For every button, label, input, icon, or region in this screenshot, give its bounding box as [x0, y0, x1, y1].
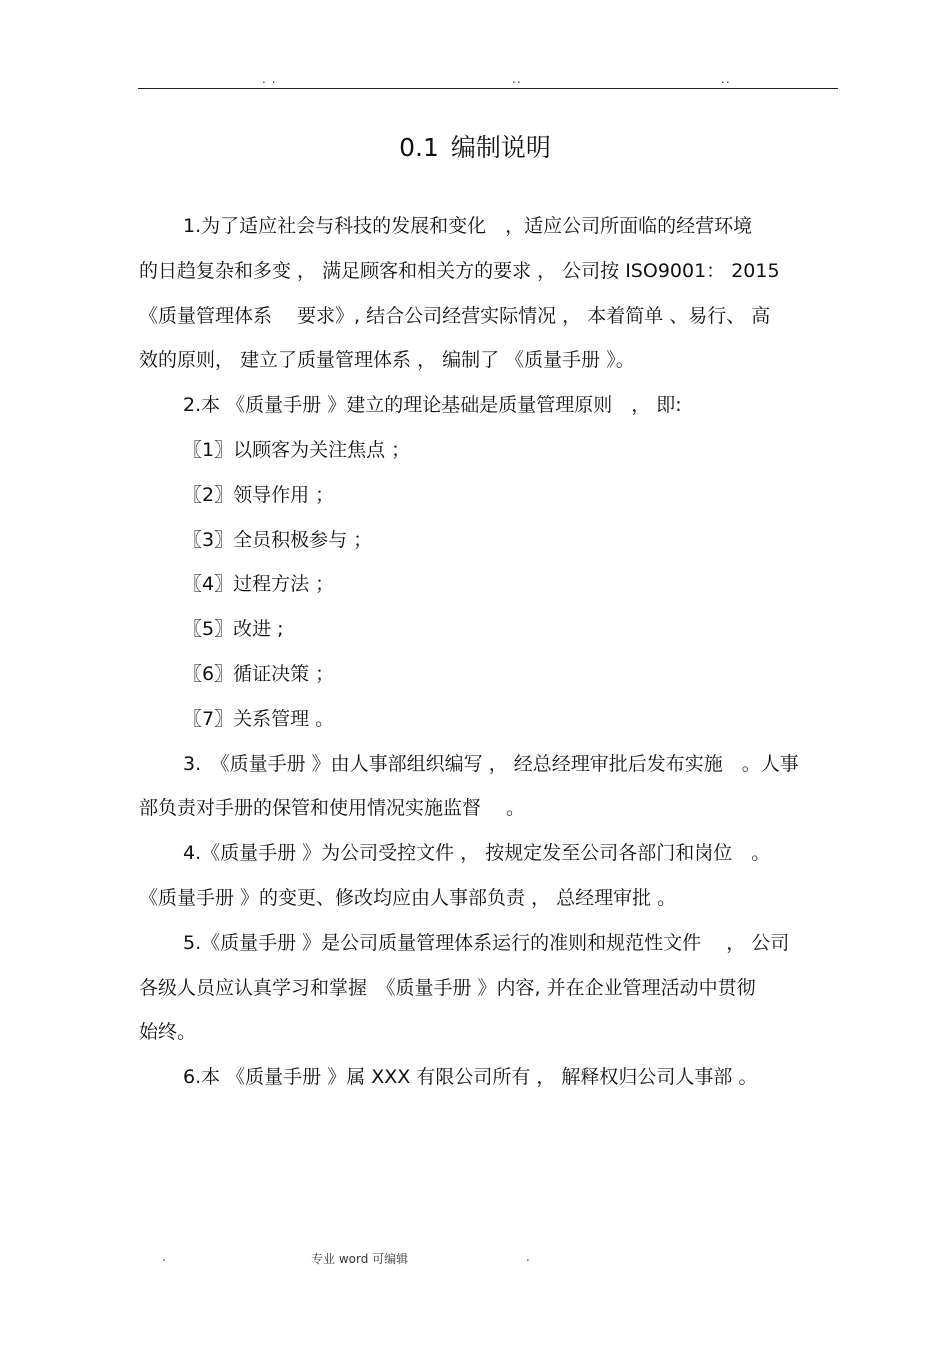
para5-line1: 5.《质量手册 》是公司质量管理体系运行的准则和规范性文件 ， 公司: [183, 931, 790, 954]
principle-item: 〖1〗以顾客为关注焦点 ；: [183, 438, 411, 461]
header-rule: [138, 88, 838, 89]
footer-text: 专业 word 可编辑: [311, 1252, 409, 1266]
section-heading: 编制说明: [450, 133, 551, 162]
header-mark-left: . .: [262, 72, 277, 86]
para1-line4: 效的原则， 建立了质量管理体系 ， 编制了 《质量手册 》。: [139, 349, 635, 372]
para5-line3: 始终。: [139, 1021, 197, 1044]
footer-mark-left: .: [162, 1250, 166, 1264]
para1-line2: 的日趋复杂和多变 ， 满足顾客和相关方的要求 ， 公司按 ISO9001： 2015: [139, 259, 780, 282]
para5-line2: 各级人员应认真学习和掌握 《质量手册 》内容, 并在企业管理活动中贯彻: [139, 976, 756, 999]
section-title: [0, 128, 950, 164]
para1-line1: 1.为了适应社会与科技的发展和变化 ，适应公司所面临的经营环境: [183, 215, 753, 237]
principle-item: 〖2〗领导作用 ；: [183, 483, 335, 506]
para4-line1: 4.《质量手册 》为公司受控文件 ， 按规定发至公司各部门和岗位 。: [183, 842, 771, 865]
principle-item: 〖6〗循证决策 ；: [183, 662, 335, 685]
header-mark-right: ..: [721, 72, 731, 86]
header-mark-center: ..: [512, 72, 522, 86]
principle-item: 〖5〗改进 ;: [183, 618, 284, 641]
principle-item: 〖4〗过程方法 ；: [183, 573, 335, 596]
principle-item: 〖3〗全员积极参与 ；: [183, 528, 373, 551]
document-body: [139, 204, 844, 1100]
section-number: 0.1: [399, 133, 439, 162]
para6: 6.本 《质量手册 》属 XXX 有限公司所有 ， 解释权归公司人事部 。: [183, 1066, 758, 1089]
footer-mark-right: .: [526, 1250, 530, 1264]
para1-line3: 《质量管理体系 要求》, 结合公司经营实际情况 ， 本着简单 、易行、 高: [139, 304, 771, 327]
principle-item: 〖7〗关系管理 。: [183, 707, 335, 730]
para2: 2.本 《质量手册 》建立的理论基础是质量管理原则 ， 即:: [183, 394, 682, 417]
para3-line2: 部负责对手册的保管和使用情况实施监督 。: [139, 797, 526, 820]
para4-line2: 《质量手册 》的变更、修改均应由人事部负责 ， 总经理审批 。: [139, 886, 677, 909]
para3-line1: 3. 《质量手册 》由人事部组织编写 ， 经总经理审批后发布实施 。人事: [183, 752, 799, 775]
